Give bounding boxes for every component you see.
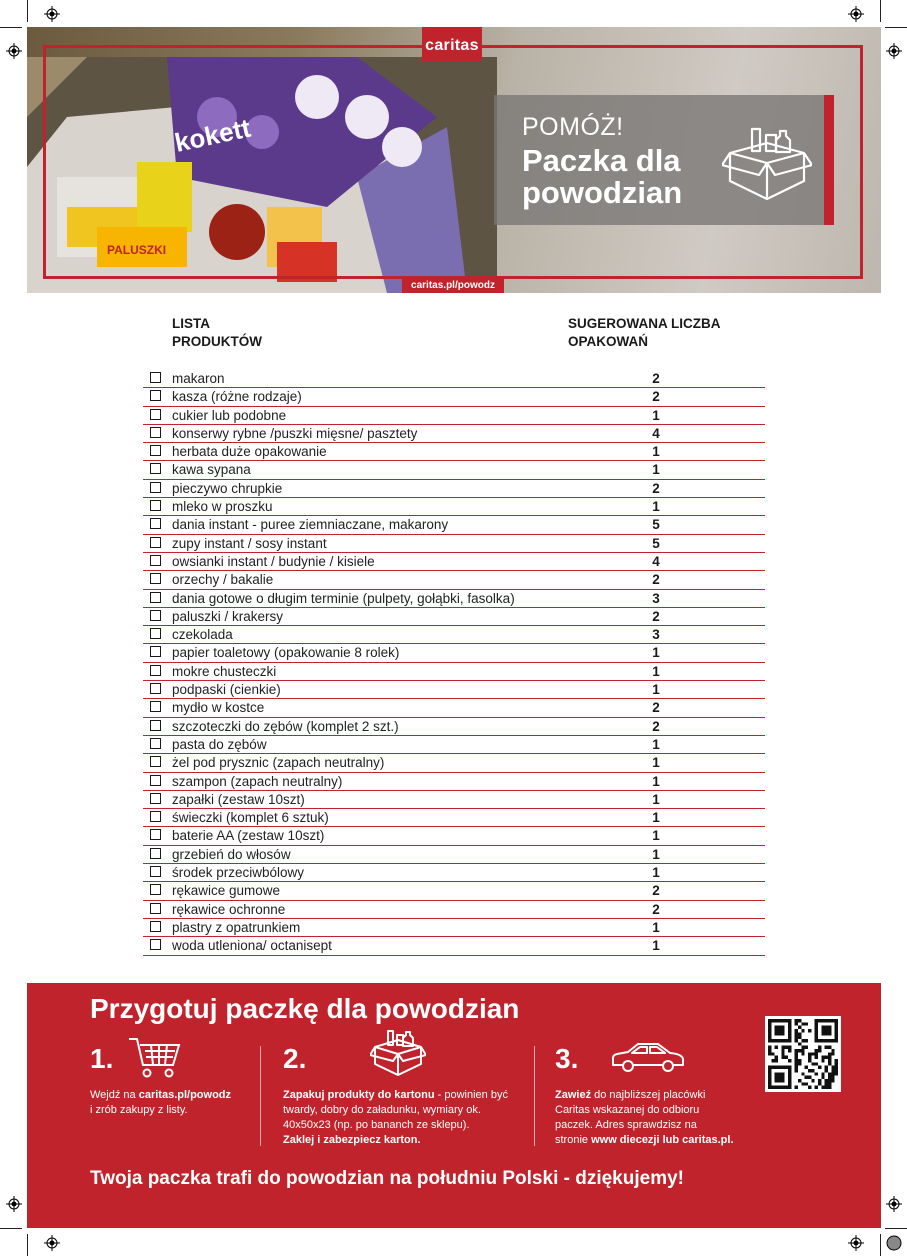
checkbox[interactable] [150, 939, 161, 950]
checkbox[interactable] [150, 720, 161, 731]
list-item [143, 590, 765, 608]
product-name: kasza (różne rodzaje) [172, 389, 302, 405]
list-header-products-line1: LISTA [172, 316, 210, 331]
product-name: makaron [172, 371, 225, 386]
crop-mark [27, 1234, 28, 1256]
list-header-products [172, 315, 262, 351]
registration-mark-icon [848, 1235, 864, 1251]
checkbox[interactable] [150, 921, 161, 932]
checkbox[interactable] [150, 610, 161, 621]
product-quantity: 1 [652, 919, 660, 935]
product-name: orzechy / bakalie [172, 572, 274, 588]
checkbox[interactable] [150, 463, 161, 474]
step3-text-b: do najbliższej placówki [591, 1089, 706, 1101]
car-icon [610, 1041, 686, 1075]
step3-line2: Caritas wskazanej do odbioru [555, 1104, 700, 1116]
product-quantity: 1 [652, 682, 660, 698]
registration-mark-icon [6, 1196, 22, 1212]
list-item [143, 809, 765, 827]
checkbox[interactable] [150, 592, 161, 603]
step2-line4 [283, 1133, 533, 1148]
crop-mark [0, 1228, 22, 1229]
caritas-logo: caritas [422, 27, 482, 61]
list-item [143, 699, 765, 717]
list-header-quantity-line2: OPAKOWAŃ [568, 334, 648, 349]
list-item [143, 919, 765, 937]
product-quantity: 4 [652, 553, 660, 569]
checkbox[interactable] [150, 829, 161, 840]
registration-mark-icon [6, 43, 22, 59]
crop-mark [885, 27, 907, 28]
product-quantity: 1 [652, 499, 660, 515]
step2-text-e: Zaklej i zabezpiecz karton. [283, 1134, 421, 1146]
step3-text [555, 1088, 765, 1148]
list-item [143, 388, 765, 406]
product-quantity: 3 [652, 590, 660, 606]
crop-mark [27, 0, 28, 22]
registration-mark-icon [44, 1235, 60, 1251]
list-item [143, 461, 765, 479]
product-name: mydło w kostce [172, 700, 265, 716]
crop-mark [880, 0, 881, 22]
list-item [143, 901, 765, 919]
list-header-quantity [568, 315, 721, 351]
checkbox[interactable] [150, 738, 161, 749]
product-quantity: 1 [652, 865, 660, 881]
checkbox[interactable] [150, 756, 161, 767]
product-quantity: 1 [652, 462, 660, 478]
checkbox[interactable] [150, 793, 161, 804]
product-quantity: 3 [652, 627, 660, 643]
step2-number: 2. [283, 1043, 307, 1074]
product-name: mleko w proszku [172, 499, 273, 515]
step3-link[interactable]: www diecezji lub caritas.pl. [591, 1134, 734, 1146]
product-quantity: 2 [652, 389, 660, 405]
product-quantity: 1 [652, 846, 660, 862]
product-quantity: 4 [652, 425, 660, 441]
step1-text-a: Wejdź na [90, 1089, 139, 1101]
hero-banner [27, 27, 881, 293]
checkbox[interactable] [150, 500, 161, 511]
product-name: plastry z opatrunkiem [172, 919, 301, 935]
list-item [143, 407, 765, 425]
divider [260, 1046, 261, 1146]
product-list [143, 370, 765, 956]
step1-text [90, 1088, 250, 1118]
product-quantity: 2 [652, 718, 660, 734]
step3-text-a: Zawieź [555, 1089, 592, 1101]
product-name: kawa sypana [172, 462, 251, 478]
list-item [143, 937, 765, 955]
list-item [143, 718, 765, 736]
footer-thanks: Twoja paczka trafi do powodzian na południu Polski - dziękujemy! [90, 1168, 684, 1189]
hero-headline-small: POMÓŻ! [522, 113, 624, 141]
hero-headline-line2: powodzian [522, 175, 683, 210]
product-name: pieczywo chrupkie [172, 480, 283, 496]
checkbox[interactable] [150, 665, 161, 676]
list-item [143, 443, 765, 461]
list-item [143, 425, 765, 443]
checkbox[interactable] [150, 903, 161, 914]
list-item [143, 516, 765, 534]
list-item [143, 736, 765, 754]
step1-link[interactable]: caritas.pl/powodz [138, 1089, 232, 1101]
product-quantity: 1 [652, 828, 660, 844]
product-quantity: 1 [652, 663, 660, 679]
product-quantity: 1 [652, 773, 660, 789]
footer-panel [27, 983, 881, 1228]
divider [534, 1046, 535, 1146]
product-quantity: 2 [652, 572, 660, 588]
list-item [143, 773, 765, 791]
list-item [143, 754, 765, 772]
product-name: żel pod prysznic (zapach neutralny) [172, 755, 385, 771]
product-name: cukier lub podobne [172, 407, 287, 423]
list-item [143, 535, 765, 553]
list-item [143, 370, 765, 388]
list-item [143, 791, 765, 809]
accent-bar [824, 95, 834, 225]
step3-line1 [555, 1088, 765, 1103]
checkbox[interactable] [150, 390, 161, 401]
product-quantity: 2 [652, 608, 660, 624]
product-quantity: 1 [652, 810, 660, 826]
step1-line2: i zrób zakupy z listy. [90, 1104, 188, 1116]
registration-mark-icon [886, 1196, 902, 1212]
checkbox[interactable] [150, 683, 161, 694]
checkbox[interactable] [150, 628, 161, 639]
checkbox[interactable] [150, 866, 161, 877]
shopping-cart-icon [127, 1035, 181, 1079]
product-quantity: 1 [652, 736, 660, 752]
product-quantity: 2 [652, 480, 660, 496]
crop-mark [885, 1228, 907, 1229]
step3-line3: paczek. Adres sprawdzisz na [555, 1119, 697, 1131]
list-item [143, 498, 765, 516]
list-item [143, 681, 765, 699]
pack-text: PALUSZKI [107, 243, 167, 257]
checkbox[interactable] [150, 537, 161, 548]
product-name: owsianki instant / budynie / kisiele [172, 553, 375, 569]
hero-headline-line1: Paczka dla [522, 143, 681, 178]
product-quantity: 2 [652, 883, 660, 899]
list-item [143, 553, 765, 571]
product-name: dania instant - puree ziemniaczane, makarony [172, 517, 449, 533]
product-quantity: 1 [652, 755, 660, 771]
checkbox[interactable] [150, 427, 161, 438]
step2-line1 [283, 1088, 533, 1103]
checkbox[interactable] [150, 573, 161, 584]
product-name: rękawice ochronne [172, 901, 286, 917]
product-quantity: 1 [652, 938, 660, 954]
product-name: woda utleniona/ octanisept [172, 938, 332, 954]
list-item [143, 644, 765, 662]
product-name: rękawice gumowe [172, 883, 281, 899]
checkbox[interactable] [150, 884, 161, 895]
product-quantity: 5 [652, 535, 660, 551]
product-name: papier toaletowy (opakowanie 8 rolek) [172, 645, 400, 661]
package-icon [370, 1029, 426, 1077]
checkbox[interactable] [150, 482, 161, 493]
list-header-quantity-line1: SUGEROWANA LICZBA [568, 316, 721, 331]
step2-line2: twardy, dobry do załadunku, wymiary ok. [283, 1104, 481, 1116]
product-quantity: 2 [652, 371, 660, 386]
crop-mark [0, 27, 22, 28]
product-name: świeczki (komplet 6 sztuk) [172, 810, 329, 826]
product-quantity: 1 [652, 791, 660, 807]
checkbox[interactable] [150, 518, 161, 529]
product-quantity: 5 [652, 517, 660, 533]
product-name: paluszki / krakersy [172, 608, 284, 624]
product-quantity: 2 [652, 700, 660, 716]
list-item [143, 864, 765, 882]
product-quantity: 1 [652, 444, 660, 460]
step3-number: 3. [555, 1043, 579, 1074]
product-name: herbata duże opakowanie [172, 444, 327, 460]
step2-text-a: Zapakuj produkty do kartonu [283, 1089, 435, 1101]
checkbox[interactable] [150, 555, 161, 566]
crop-mark [880, 1234, 881, 1256]
product-name: grzebień do włosów [172, 846, 291, 862]
step3-line4 [555, 1133, 765, 1148]
checkbox[interactable] [150, 775, 161, 786]
product-name: czekolada [172, 627, 233, 643]
product-name: zupy instant / sosy instant [172, 535, 327, 551]
list-item [143, 626, 765, 644]
hero-url: caritas.pl/powodz [402, 277, 504, 293]
color-bar-icon [886, 1235, 902, 1251]
list-item [143, 827, 765, 845]
product-name: szczoteczki do zębów (komplet 2 szt.) [172, 718, 399, 734]
step2-text [283, 1088, 533, 1148]
footer-title: Przygotuj paczkę dla powodzian [90, 993, 520, 1024]
product-quantity: 2 [652, 901, 660, 917]
registration-mark-icon [848, 6, 864, 22]
checkbox[interactable] [150, 445, 161, 456]
list-item [143, 608, 765, 626]
hero-headline [522, 145, 682, 209]
step2-text-b: - powinien być [434, 1089, 508, 1101]
list-item [143, 480, 765, 498]
checkbox[interactable] [150, 646, 161, 657]
step1-line1 [90, 1088, 250, 1103]
product-name: dania gotowe o długim terminie (pulpety, gołąbki, fasolka) [172, 590, 515, 606]
product-name: konserwy rybne /puszki mięsne/ pasztety [172, 425, 418, 441]
checkbox[interactable] [150, 848, 161, 859]
product-name: podpaski (cienkie) [172, 682, 281, 698]
checkbox[interactable] [150, 701, 161, 712]
step3-text-e: stronie [555, 1134, 592, 1146]
qr-code-icon [768, 1019, 838, 1089]
product-name: zapałki (zestaw 10szt) [172, 791, 305, 807]
list-item [143, 663, 765, 681]
product-name: szampon (zapach neutralny) [172, 773, 343, 789]
list-header-products-line2: PRODUKTÓW [172, 334, 262, 349]
box-product-text: kokett [172, 112, 254, 158]
package-icon [722, 125, 812, 203]
product-name: baterie AA (zestaw 10szt) [172, 828, 325, 844]
hero-title-box [494, 95, 834, 225]
checkbox[interactable] [150, 811, 161, 822]
registration-mark-icon [886, 43, 902, 59]
product-name: środek przeciwbólowy [172, 865, 305, 881]
step2-line3: 40x50x23 (np. po bananch ze sklepu). [283, 1119, 470, 1131]
product-name: pasta do zębów [172, 736, 267, 752]
step1-number: 1. [90, 1043, 114, 1074]
list-item [143, 882, 765, 900]
list-item [143, 571, 765, 589]
checkbox[interactable] [150, 409, 161, 420]
product-name: mokre chusteczki [172, 663, 277, 679]
list-item [143, 846, 765, 864]
registration-mark-icon [44, 6, 60, 22]
product-quantity: 1 [652, 407, 660, 423]
checkbox[interactable] [150, 372, 161, 383]
product-quantity: 1 [652, 645, 660, 661]
qr-code[interactable] [765, 1016, 841, 1092]
